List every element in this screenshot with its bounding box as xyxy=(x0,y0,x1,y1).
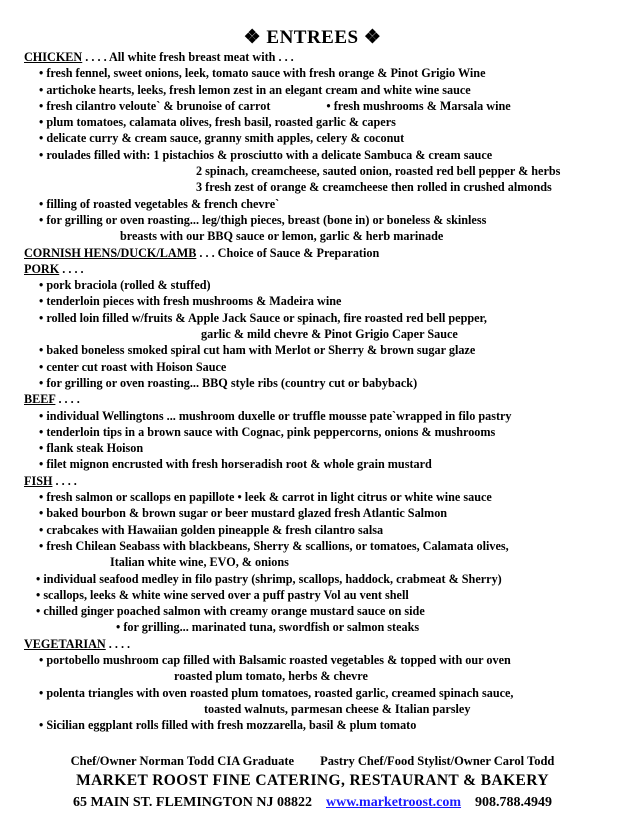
list-item: • portobello mushroom cap filled with Balsamic roasted vegetables & topped with our oven xyxy=(39,652,511,667)
list-item: • tenderloin pieces with fresh mushrooms & Madeira wine xyxy=(39,294,342,309)
chef-credits xyxy=(0,754,625,769)
list-item-continuation: breasts with our BBQ sauce or lemon, garlic & herb marinade xyxy=(120,229,444,244)
contact-line xyxy=(0,795,625,811)
beef-heading: BEEF xyxy=(24,392,56,407)
list-item: • plum tomatoes, calamata olives, fresh basil, roasted garlic & capers xyxy=(39,115,396,130)
beef-header xyxy=(24,391,620,407)
vegetarian-dots: . . . . xyxy=(105,636,131,651)
list-item-continuation: 3 fresh zest of orange & creamcheese then rolled in crushed almonds xyxy=(196,180,552,195)
list-item: • fresh Chilean Seabass with blackbeans, Sherry & scallions, or tomatoes, Calamata olives, xyxy=(39,538,509,553)
list-item: • fresh fennel, sweet onions, leek, tomato sauce with fresh orange & Pinot Grigio Wine xyxy=(39,66,486,81)
list-item: • fresh salmon or scallops en papillote • leek & carrot in light citrus or white wine sauce xyxy=(39,490,492,505)
list-item-continuation: roasted plum tomato, herbs & chevre xyxy=(174,669,368,684)
website-link[interactable]: www.marketroost.com xyxy=(326,795,462,810)
list-item: • chilled ginger poached salmon with creamy orange mustard sauce on side xyxy=(36,604,425,619)
list-item: • delicate curry & cream sauce, granny smith apples, celery & coconut xyxy=(39,131,405,146)
list-item-continuation: garlic & mild chevre & Pinot Grigio Caper Sauce xyxy=(201,327,458,342)
list-item: • crabcakes with Hawaiian golden pineapple & fresh cilantro salsa xyxy=(39,522,384,537)
pork-heading: PORK xyxy=(24,261,60,276)
list-item: • roulades filled with: 1 pistachios & prosciutto with a delicate Sambuca & cream sauce xyxy=(39,147,493,162)
chicken-heading: CHICKEN xyxy=(24,50,83,64)
chef-name: Chef/Owner Norman Todd CIA Graduate xyxy=(70,754,295,768)
list-item: • baked boneless smoked spiral cut ham with Merlot or Sherry & brown sugar glaze xyxy=(39,343,476,358)
vegetarian-header xyxy=(24,636,620,652)
chicken-header xyxy=(24,49,620,65)
address: 65 MAIN ST. FLEMINGTON NJ 08822 xyxy=(72,795,312,810)
fish-dots: . . . . xyxy=(52,473,77,488)
list-item: • for grilling or oven roasting... leg/thigh pieces, breast (bone in) or boneless & skinless xyxy=(39,212,487,227)
business-name: MARKET ROOST FINE CATERING, RESTAURANT & BAKERY xyxy=(76,772,549,789)
list-item: • individual Wellingtons ... mushroom duxelle or truffle mousse pate`wrapped in filo pastry xyxy=(39,408,512,423)
list-item: • for grilling or oven roasting... BBQ style ribs (country cut or babyback) xyxy=(39,375,418,390)
list-item: • flank steak Hoison xyxy=(39,441,144,456)
chicken-intro: . . . . All white fresh breast meat with . . . xyxy=(82,50,294,64)
phone-number: 908.788.4949 xyxy=(475,795,553,810)
list-item xyxy=(24,98,620,114)
pork-header xyxy=(24,261,620,277)
pork-dots: . . . . xyxy=(59,261,84,276)
list-item: • individual seafood medley in filo pastry (shrimp, scallops, haddock, crabmeat & Sherry) xyxy=(36,571,502,586)
list-item: • Sicilian eggplant rolls filled with fresh mozzarella, basil & plum tomato xyxy=(39,718,417,733)
list-item: • rolled loin filled w/fruits & Apple Jack Sauce or spinach, fire roasted red bell pepper, xyxy=(39,310,487,325)
list-item: • polenta triangles with oven roasted plum tomatoes, roasted garlic, creamed spinach sauce, xyxy=(39,685,514,700)
cornish-text: . . . Choice of Sauce & Preparation xyxy=(196,245,380,260)
fish-header xyxy=(24,473,620,489)
list-item-left: • fresh cilantro veloute` & brunoise of carrot xyxy=(39,98,271,113)
list-item: • artichoke hearts, leeks, fresh lemon zest in an elegant cream and white wine sauce xyxy=(39,82,471,97)
fish-heading: FISH xyxy=(24,473,53,488)
list-item-continuation: toasted walnuts, parmesan cheese & Italian parsley xyxy=(204,701,471,716)
list-item: • filet mignon encrusted with fresh horseradish root & whole grain mustard xyxy=(39,457,432,472)
list-item: • filling of roasted vegetables & french chevre` xyxy=(39,196,280,211)
list-item-right: • fresh mushrooms & Marsala wine xyxy=(326,98,511,113)
list-item-continuation: Italian white wine, EVO, & onions xyxy=(110,555,289,570)
list-item: • scallops, leeks & white wine served over a puff pastry Vol au vent shell xyxy=(36,587,409,602)
beef-dots: . . . . xyxy=(55,392,80,407)
page-title: ❖ ENTREES ❖ xyxy=(243,27,382,48)
list-item-continuation: 2 spinach, creamcheese, sauted onion, roasted red bell pepper & herbs xyxy=(196,164,561,179)
list-item: • center cut roast with Hoison Sauce xyxy=(39,359,227,374)
list-item: • tenderloin tips in a brown sauce with Cognac, pink peppercorns, onions & mushrooms xyxy=(39,424,496,439)
entrees-menu xyxy=(24,49,620,733)
cornish-header xyxy=(24,245,620,261)
pastry-chef-name: Pastry Chef/Food Stylist/Owner Carol Todd xyxy=(320,754,555,768)
list-item: • pork braciola (rolled & stuffed) xyxy=(39,278,211,293)
vegetarian-heading: VEGETARIAN xyxy=(24,636,106,651)
list-item: • for grilling... marinated tuna, swordfish or salmon steaks xyxy=(116,620,420,635)
cornish-heading: CORNISH HENS/DUCK/LAMB xyxy=(24,245,197,260)
list-item: • baked bourbon & brown sugar or beer mustard glazed fresh Atlantic Salmon xyxy=(39,506,448,521)
